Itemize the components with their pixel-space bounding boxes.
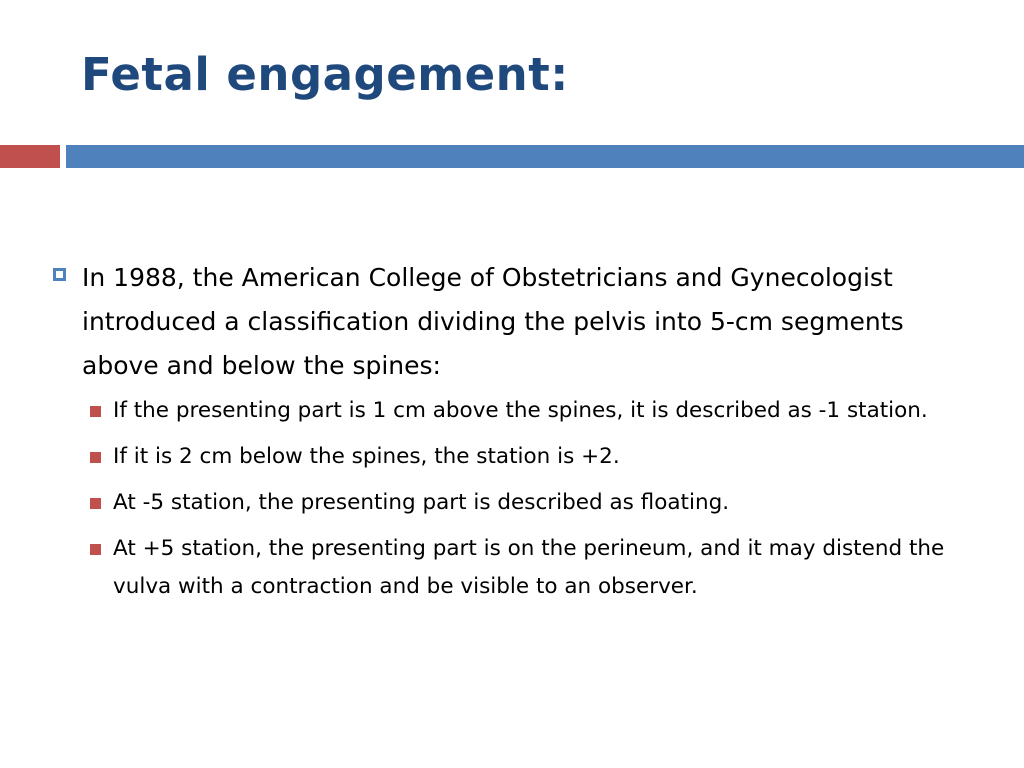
filled-square-bullet-icon [90,498,101,509]
title-accent-bar-red [0,145,60,168]
slide-title: Fetal engagement: [81,48,569,101]
bullet-text: If it is 2 cm below the spines, the station is +2. [113,444,620,469]
slide-body [0,256,1024,614]
filled-square-bullet-icon [90,452,101,463]
bullet-item-level1 [0,256,1024,388]
bullet-text: At -5 station, the presenting part is described as floating. [113,490,730,515]
bullet-item-level2 [0,530,1024,606]
bullet-text: In 1988, the American College of Obstetricians and Gynecologist introduced a classification dividing the pelvis into 5-cm segments above and below the spines: [82,263,904,380]
bullet-item-level2 [0,484,1024,522]
hollow-square-bullet-icon [53,268,66,281]
bullet-item-level2 [0,438,1024,476]
title-accent-bar-blue [66,145,1024,168]
filled-square-bullet-icon [90,406,101,417]
bullet-text: At +5 station, the presenting part is on the perineum, and it may distend the vulva with a contraction and be visible to an observer. [113,536,945,599]
filled-square-bullet-icon [90,544,101,555]
bullet-item-level2 [0,392,1024,430]
bullet-text: If the presenting part is 1 cm above the spines, it is described as -1 station. [113,398,928,423]
